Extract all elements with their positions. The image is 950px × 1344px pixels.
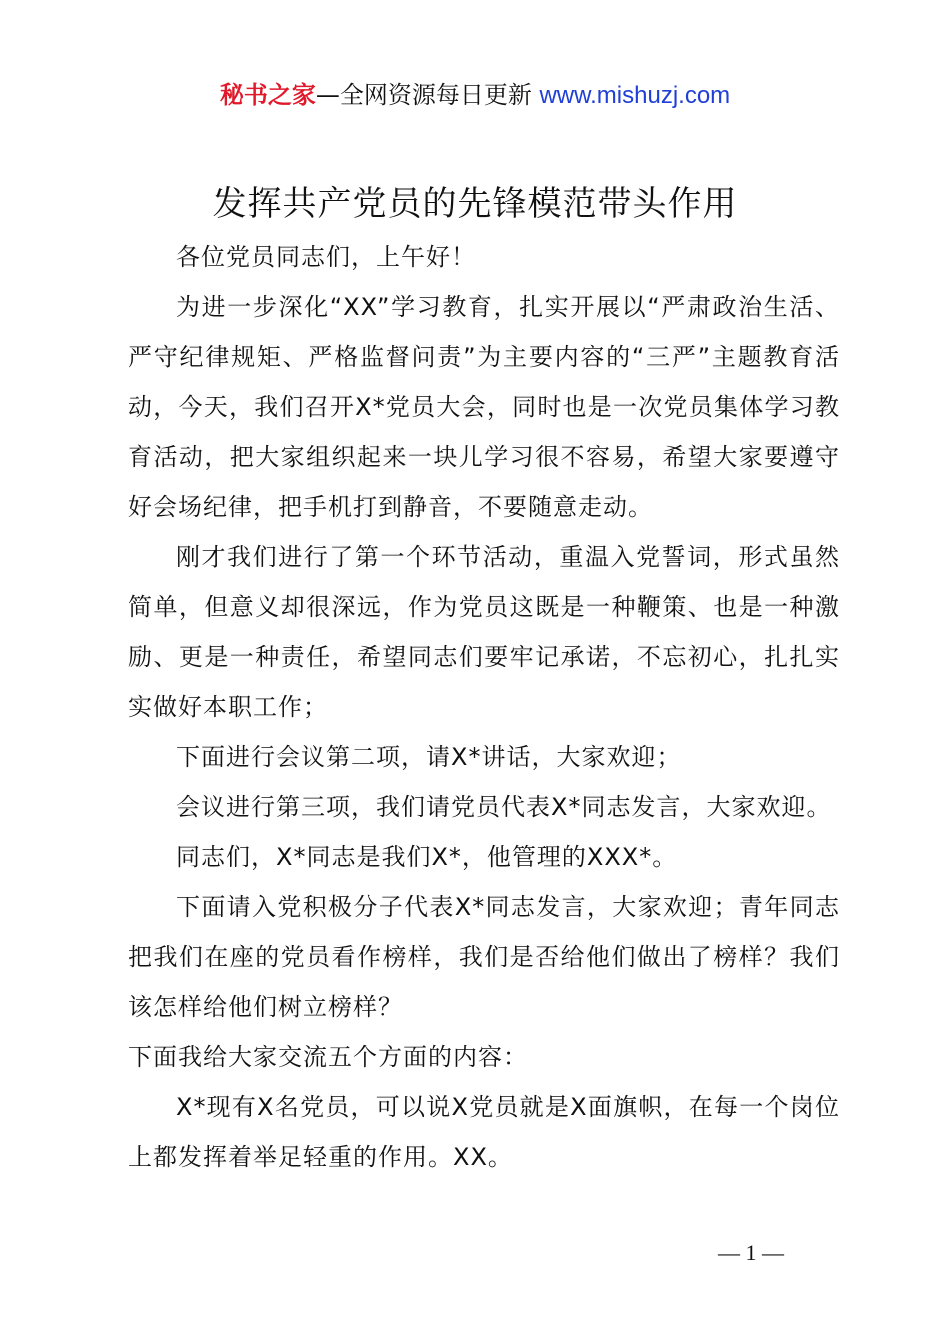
- page-number: — 1 —: [718, 1240, 784, 1265]
- site-url-link[interactable]: www.mishuzj.com: [539, 82, 731, 109]
- paragraph-comrades: 同志们，X*同志是我们X*，他管理的XXX*。: [176, 843, 678, 871]
- paragraph-greeting: 各位党员同志们，上午好！: [176, 243, 476, 271]
- paragraph-second-item: 下面进行会议第二项，请X*讲话，大家欢迎；: [176, 743, 682, 771]
- header-tagline: —全网资源每日更新: [315, 81, 532, 109]
- paragraph-activist-speech: 下面请入党积极分子代表X*同志发言，大家欢迎；青年同志把我们在座的党员看作榜样，我们是否给他们做出了榜样？我们该怎样给他们树立榜样？: [128, 893, 840, 1021]
- paragraph-third-item: 会议进行第三项，我们请党员代表X*同志发言，大家欢迎。: [176, 793, 832, 821]
- site-header: [0, 78, 950, 113]
- brand-name: 秘书之家: [219, 81, 316, 109]
- paragraph-first-session: 刚才我们进行了第一个环节活动，重温入党誓词，形式虽然简单，但意义却很深远，作为党员这既是一种鞭策、也是一种激励、更是一种责任，希望同志们要牢记承诺，不忘初心，扎扎实实做好本职工作；: [128, 543, 840, 721]
- document-body: [128, 232, 840, 1182]
- document-title: 发挥共产党员的先锋模范带头作用: [212, 184, 738, 224]
- paragraph-members: X*现有X名党员，可以说X党员就是X面旗帜，在每一个岗位上都发挥着举足轻重的作用。XX。: [128, 1093, 840, 1171]
- paragraph-intro: 为进一步深化“XX”学习教育，扎实开展以“严肃政治生活、严守纪律规矩、严格监督问责”为主要内容的“三严”主题教育活动，今天，我们召开X*党员大会，同时也是一次党员集体学习教育活动，把大家组织起来一块儿学习很不容易，希望大家要遵守好会场纪律，把手机打到静音，不要随意走动。: [128, 293, 840, 521]
- paragraph-five-aspects: 下面我给大家交流五个方面的内容：: [128, 1043, 528, 1071]
